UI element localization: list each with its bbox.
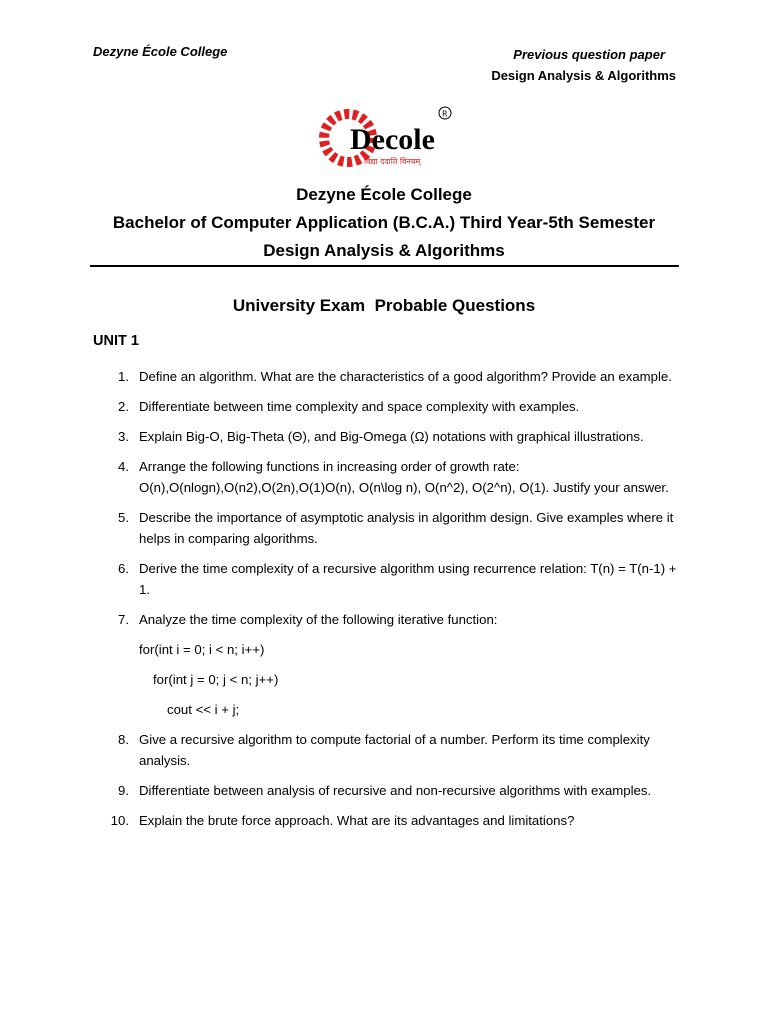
question-text: Define an algorithm. What are the characteristics of a good algorithm? Provide an example. <box>139 369 672 384</box>
question-number: 2. <box>118 399 129 414</box>
exam-title: University Exam Probable Questions <box>232 296 536 315</box>
question-text: Derive the time complexity of a recursive algorithm using recurrence relation: T(n) = T(n-1) + 1. <box>139 561 677 597</box>
horizontal-divider <box>90 265 679 267</box>
question-item <box>93 426 683 447</box>
question-text: Give a recursive algorithm to compute factorial of a number. Perform its time complexity analysis. <box>139 732 650 768</box>
question-item <box>93 609 683 720</box>
question-item <box>93 810 683 831</box>
question-text: Explain Big-O, Big-Theta (Θ), and Big-Omega (Ω) notations with graphical illustrations. <box>139 429 644 444</box>
question-item <box>93 366 683 387</box>
code-line: for(int j = 0; j < n; j++) <box>153 672 279 687</box>
question-number: 6. <box>118 561 129 576</box>
question-number: 8. <box>118 732 129 747</box>
code-line: for(int i = 0; i < n; i++) <box>139 642 265 657</box>
college-logo <box>312 100 462 180</box>
question-number: 7. <box>118 612 129 627</box>
question-text: Differentiate between analysis of recursive and non-recursive algorithms with examples. <box>139 783 652 798</box>
question-number: 5. <box>118 510 129 525</box>
question-item <box>93 558 683 600</box>
header-college-name: Dezyne École College <box>93 44 228 59</box>
title-college: Dezyne École College <box>296 185 472 204</box>
question-text: Explain the brute force approach. What are its advantages and limitations? <box>139 813 575 828</box>
question-number: 1. <box>118 369 129 384</box>
title-subject: Design Analysis & Algorithms <box>263 241 505 260</box>
question-item <box>93 780 683 801</box>
question-item <box>93 396 683 417</box>
logo-tagline: विद्या ददाति विनयम् <box>364 157 421 166</box>
question-item <box>93 729 683 771</box>
document-titles <box>0 181 768 265</box>
header-subject: Design Analysis & Algorithms <box>491 68 676 83</box>
title-course: Bachelor of Computer Application (B.C.A.) Third Year-5th Semester <box>112 213 656 232</box>
question-item <box>93 456 683 498</box>
header-right-block <box>491 44 676 86</box>
svg-text:R: R <box>442 109 448 119</box>
header-paper-type: Previous question paper <box>513 47 665 62</box>
question-list <box>93 366 683 840</box>
question-number: 9. <box>118 783 129 798</box>
question-number: 4. <box>118 459 129 474</box>
unit-heading: UNIT 1 <box>93 333 139 349</box>
question-text: Describe the importance of asymptotic analysis in algorithm design. Give examples where it helps in comparing algorithms. <box>139 510 674 546</box>
logo-brand-text: Decole <box>350 123 435 156</box>
question-item <box>93 507 683 549</box>
question-text: Differentiate between time complexity and space complexity with examples. <box>139 399 580 414</box>
question-text: Arrange the following functions in increasing order of growth rate: O(n),O(nlog⁣n),O(n2),O(2n),O(1)O(n), O(n\log n), O(n^2), O(2^n), O(1). Justify your answer. <box>139 459 669 495</box>
question-number: 10. <box>110 813 129 828</box>
code-line: cout << i + j; <box>167 702 240 717</box>
question-text: Analyze the time complexity of the following iterative function: <box>139 612 498 627</box>
question-number: 3. <box>118 429 129 444</box>
